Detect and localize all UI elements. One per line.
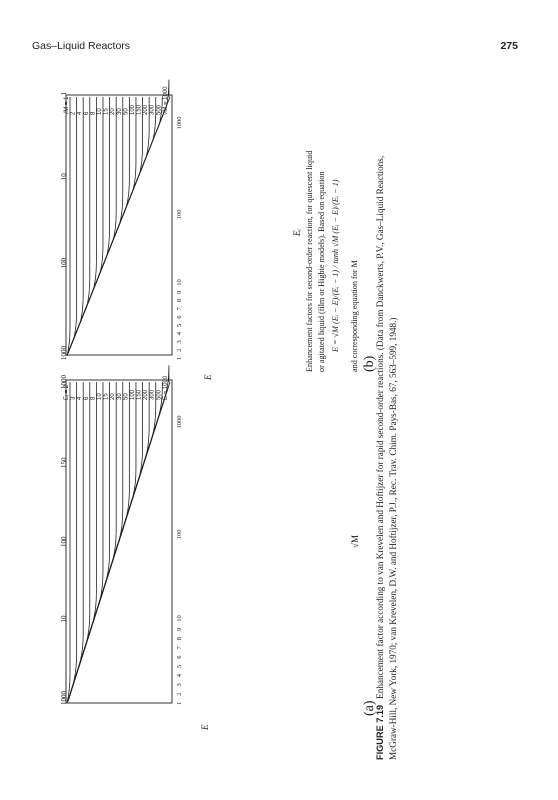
tick: 1000 xyxy=(176,116,183,130)
panel-a-x-ticks xyxy=(176,375,183,705)
curve-line xyxy=(68,97,90,353)
curve-label: 15 xyxy=(103,393,110,400)
curve-line xyxy=(68,382,129,701)
curve-label: 30 xyxy=(116,393,123,400)
curve-label: 20 xyxy=(110,393,117,400)
curve-label: E = 1000 xyxy=(162,375,169,400)
curve-label: 10 xyxy=(96,393,103,400)
curve-line xyxy=(68,382,149,701)
curve-label: 2 xyxy=(70,111,77,115)
tick: 3 xyxy=(176,683,183,687)
tick: 1000 xyxy=(60,375,68,389)
panel-b-inset-line-1: Enhancement factors for second-order reaction, for quiescent liquid xyxy=(305,150,314,372)
curve-label: 30 xyxy=(116,108,123,115)
tick: 4 xyxy=(176,332,183,336)
caption-line-2: McGraw-Hill, New York, 1970; van Krevelen, D.W. and Hoftijzer, P.J., Rec. Trav. Chim. Pays-Bas, 67, 563–599, 1948.) xyxy=(388,317,398,760)
curve-label: 100 xyxy=(129,104,136,115)
tick: 1 xyxy=(60,92,68,96)
panel-b-curves xyxy=(67,80,170,356)
curve-label: 100 xyxy=(129,389,136,400)
tick: 7 xyxy=(176,307,183,311)
tick: 1000 xyxy=(176,415,183,429)
curve-label: 500 xyxy=(156,104,163,115)
caption-label: FIGURE 7.19 xyxy=(375,704,385,760)
tick: 150 xyxy=(60,457,68,468)
curve-line xyxy=(68,382,143,701)
tick: 9 xyxy=(176,627,183,631)
curve-label: √M = 1000 xyxy=(162,86,169,115)
tick: 4 xyxy=(176,674,183,678)
curve-label: 200 xyxy=(143,104,150,115)
panel-a-label: (a) xyxy=(362,700,377,716)
tick: 1000 xyxy=(60,346,68,360)
figure-caption xyxy=(374,20,400,760)
tick: 5 xyxy=(176,664,183,668)
panel-b-label: (b) xyxy=(362,355,377,372)
tick: 2 xyxy=(176,692,183,696)
tick: 10 xyxy=(60,615,68,623)
tick: 100 xyxy=(60,536,68,547)
curve-label: 4 xyxy=(77,111,84,115)
tick: 100 xyxy=(176,209,183,220)
tick: 3 xyxy=(176,340,183,344)
tick: 9 xyxy=(176,290,183,294)
curve-label: 6 xyxy=(83,396,90,400)
curve-label: Eᵢ = 2 xyxy=(64,384,70,400)
curve-label: 500 xyxy=(156,389,163,400)
tick: 10 xyxy=(176,615,183,622)
caption-text-1: Enhancement factor according to van Krevelen and Hoftijzer for rapid second-order reactions. (Data from Danckwerts, P.V., Gas–Liquid Reactions, xyxy=(375,155,385,699)
curve-label: 150 xyxy=(136,389,143,400)
curve-label: 4 xyxy=(77,396,84,400)
panel-a-curves xyxy=(67,365,170,702)
tick: 5 xyxy=(176,323,183,327)
tick: 6 xyxy=(176,315,183,319)
curve-label: 300 xyxy=(149,104,156,115)
panel-b-x-axis-label: Eᵢ xyxy=(292,229,302,236)
curve-line xyxy=(68,382,136,701)
curve-label: 150 xyxy=(136,104,143,115)
curve-line xyxy=(68,97,143,353)
tick: 6 xyxy=(176,655,183,659)
tick: 1 xyxy=(176,356,183,360)
tick: 100 xyxy=(176,529,183,540)
page-number: 275 xyxy=(500,40,518,52)
running-head: Gas–Liquid Reactors xyxy=(32,40,131,52)
curve-line xyxy=(68,382,90,701)
tick: 10 xyxy=(60,173,68,181)
panel-b-y-axis-label: E xyxy=(203,374,213,380)
panel-b-x-ticks xyxy=(176,92,183,360)
curve-label: 50 xyxy=(123,393,130,400)
curve-label: 50 xyxy=(123,108,130,115)
curve-line xyxy=(68,97,136,353)
tick: 7 xyxy=(176,646,183,650)
panel-b-inset-line-2: or agitated liquid (film or Higbie models). Based on equation xyxy=(317,171,326,372)
tick: 8 xyxy=(176,299,183,303)
tick: 8 xyxy=(176,637,183,641)
curve-line xyxy=(68,382,103,701)
curve-label: 6 xyxy=(83,111,90,115)
caption-line-1 xyxy=(374,20,387,760)
panel-a-x-axis-label: √M xyxy=(350,535,360,548)
panel-b-top-ticks xyxy=(60,92,68,360)
curve-line xyxy=(68,97,149,353)
curve-line xyxy=(68,382,77,701)
curve-label: 3 xyxy=(70,396,77,400)
tick: 1000 xyxy=(60,691,68,705)
curve-line xyxy=(68,97,103,353)
curve-label: √M = 1 xyxy=(64,96,70,115)
panel-a-y-axis-label: E xyxy=(200,724,210,730)
tick: 2 xyxy=(176,348,183,352)
curve-line xyxy=(68,97,116,353)
curve-line xyxy=(68,97,77,353)
curve-label: 15 xyxy=(103,108,110,115)
curve-line xyxy=(68,382,116,701)
panel-b-inset-line-3: and corresponding equation for M xyxy=(350,260,359,372)
curve-label: 8 xyxy=(90,396,97,400)
curve-line xyxy=(68,97,129,353)
tick: 10 xyxy=(176,279,183,286)
curve-label: 200 xyxy=(143,389,150,400)
tick: 1 xyxy=(176,701,183,705)
panel-a-top-ticks xyxy=(60,375,68,705)
curve-label: 20 xyxy=(110,108,117,115)
panel-b-inset-equation: E = √M (Eᵢ − E)/(Eᵢ − 1) / tanh √M (Eᵢ − E)/(Eᵢ − 1) xyxy=(331,179,340,352)
curve-label: 10 xyxy=(96,108,103,115)
tick: 100 xyxy=(60,257,68,269)
curve-label: 300 xyxy=(149,389,156,400)
curve-label: 8 xyxy=(90,111,97,115)
